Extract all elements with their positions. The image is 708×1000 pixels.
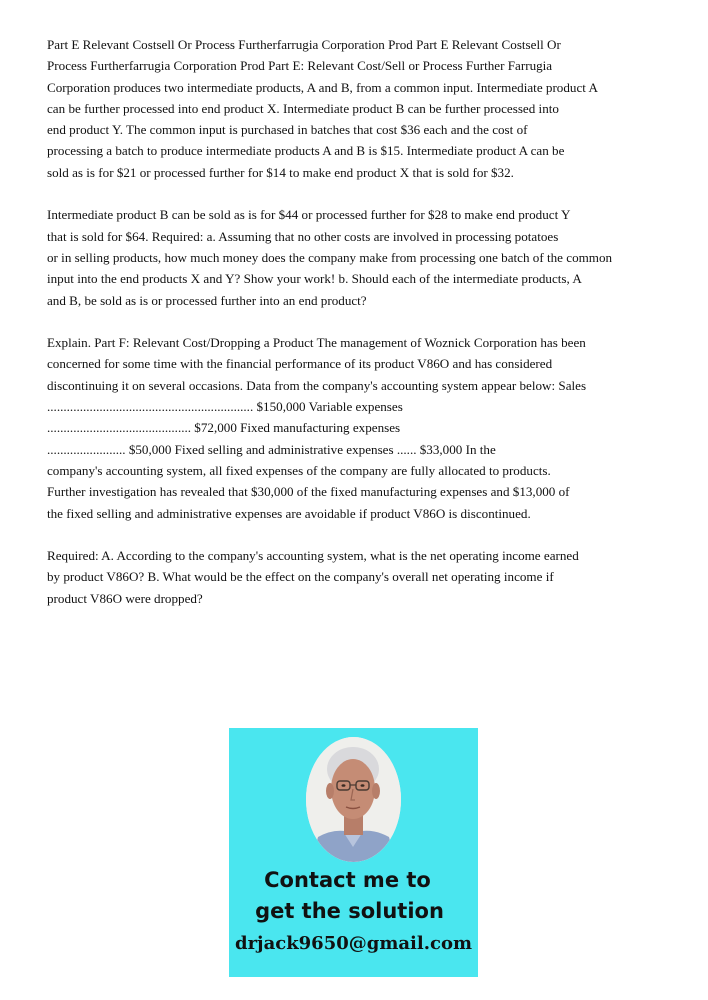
text-line: processing a batch to produce intermediate products A and B is $15. Intermediate product A can be bbox=[47, 143, 565, 159]
paragraph-2 bbox=[47, 204, 677, 310]
paragraph-4 bbox=[47, 545, 677, 609]
text-line: Intermediate product B can be sold as is for $44 or processed further for $28 to make end product Y bbox=[47, 207, 571, 223]
promo-heading-line-2: get the solution bbox=[255, 899, 444, 923]
text-line: Further investigation has revealed that $30,000 of the fixed manufacturing expenses and $13,000 of bbox=[47, 484, 570, 500]
text-line: sold as is for $21 or processed further for $14 to make end product X that is sold for $32. bbox=[47, 164, 514, 180]
text-line: ............................................ $72,000 Fixed manufacturing expenses bbox=[47, 420, 401, 436]
text-line: end product Y. The common input is purchased in batches that cost $36 each and the cost of bbox=[47, 122, 528, 138]
text-line: company's accounting system, all fixed expenses of the company are fully allocated to products. bbox=[47, 462, 551, 478]
author-portrait bbox=[306, 737, 401, 862]
contact-promo-banner[interactable] bbox=[229, 728, 478, 977]
text-line: product V86O were dropped? bbox=[47, 590, 203, 606]
text-line: ............................................................... $150,000 Variable expenses bbox=[47, 399, 403, 415]
text-line: discontinuing it on several occasions. Data from the company's accounting system appear below: Sales bbox=[47, 377, 587, 393]
paragraph-1 bbox=[47, 34, 677, 183]
text-line: input into the end products X and Y? Show your work! b. Should each of the intermediate products, A bbox=[47, 271, 582, 287]
text-line: Required: A. According to the company's accounting system, what is the net operating income earned bbox=[47, 548, 579, 564]
text-line: can be further processed into end product X. Intermediate product B can be further processed into bbox=[47, 100, 559, 116]
text-line: ........................ $50,000 Fixed selling and administrative expenses ...... $33,000 In the bbox=[47, 441, 496, 457]
text-line: the fixed selling and administrative expenses are avoidable if product V86O is discontinued. bbox=[47, 505, 531, 521]
text-line: and B, be sold as is or processed further into an end product? bbox=[47, 292, 367, 308]
contact-email-link[interactable]: drjack9650@gmail.com bbox=[234, 933, 473, 954]
text-line: Process Furtherfarrugia Corporation Prod Part E: Relevant Cost/Sell or Process Further Farrugia bbox=[47, 58, 553, 74]
promo-heading-line-1: Contact me to bbox=[264, 868, 431, 892]
portrait-image bbox=[306, 737, 401, 862]
paragraph-3 bbox=[47, 332, 677, 524]
document-body bbox=[47, 34, 677, 630]
text-line: by product V86O? B. What would be the effect on the company's overall net operating income if bbox=[47, 569, 554, 585]
text-line: Corporation produces two intermediate products, A and B, from a common input. Intermediate product A bbox=[47, 79, 598, 95]
text-line: Explain. Part F: Relevant Cost/Dropping a Product The management of Woznick Corporation has been bbox=[47, 335, 586, 351]
text-line: Part E Relevant Costsell Or Process Furtherfarrugia Corporation Prod Part E Relevant Costsell Or bbox=[47, 37, 561, 52]
text-line: or in selling products, how much money does the company make from processing one batch of the common bbox=[47, 249, 613, 265]
text-line: that is sold for $64. Required: a. Assuming that no other costs are involved in processing potatoes bbox=[47, 228, 559, 244]
text-line: concerned for some time with the financial performance of its product V86O and has considered bbox=[47, 356, 553, 372]
